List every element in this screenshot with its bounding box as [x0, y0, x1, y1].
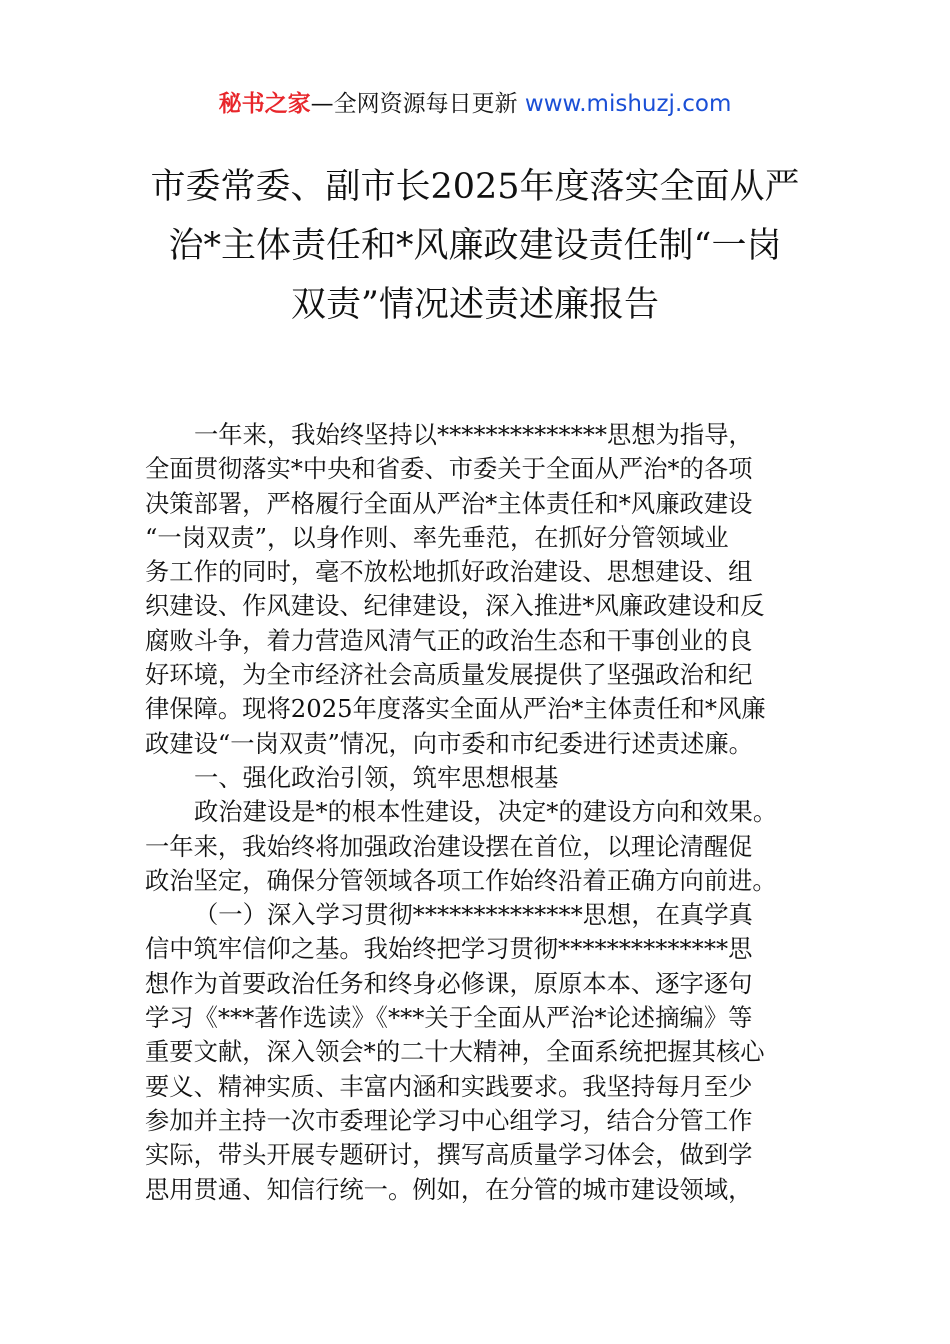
body-line: 要义、精神实质、丰富内涵和实践要求。我坚持每月至少 — [145, 1071, 753, 1101]
title-line: 治*主体责任和*风廉政建设责任制“一岗 — [168, 226, 782, 266]
body-line: 思用贯通、知信行统一。例如，在分管的城市建设领域， — [145, 1174, 753, 1204]
report-title — [145, 158, 805, 335]
body-line: 全面贯彻落实*中央和省委、市委关于全面从严治*的各项 — [145, 454, 753, 484]
body-line: 政建设“一岗双责”情况，向市委和市纪委进行述责述廉。 — [145, 728, 753, 758]
body-line: 织建设、作风建设、纪律建设，深入推进*风廉政建设和反 — [145, 591, 765, 621]
body-line: 想作为首要政治任务和终身必修课，原原本本、逐字逐句 — [145, 968, 753, 998]
body-line: 信中筑牢信仰之基。我始终把学习贯彻**************思 — [145, 934, 753, 964]
body-line: 律保障。现将2025年度落实全面从严治*主体责任和*风廉 — [145, 694, 766, 724]
site-brand: 秘书之家 — [218, 91, 311, 117]
body-line: 政治建设是*的根本性建设，决定*的建设方向和效果。 — [194, 797, 778, 827]
body-line: （一）深入学习贯彻**************思想，在真学真 — [194, 900, 753, 930]
title-line: 双责”情况述责述廉报告 — [291, 285, 659, 325]
body-line: 好环境，为全市经济社会高质量发展提供了坚强政治和纪 — [145, 660, 753, 690]
title-line: 市委常委、副市长2025年度落实全面从严 — [150, 167, 800, 207]
body-line: 参加并主持一次市委理论学习中心组学习，结合分管工作 — [145, 1105, 753, 1135]
body-line: 学习《***著作选读》《***关于全面从严治*论述摘编》等 — [145, 1003, 753, 1033]
site-header — [0, 86, 950, 122]
body-line: 一年来，我始终将加强政治建设摆在首位，以理论清醒促 — [145, 831, 753, 861]
body-line: 务工作的同时，毫不放松地抓好政治建设、思想建设、组 — [145, 557, 753, 587]
body-line: 决策部署，严格履行全面从严治*主体责任和*风廉政建设 — [145, 488, 753, 518]
body-line: 腐败斗争，着力营造风清气正的政治生态和干事创业的良 — [145, 625, 753, 655]
site-url[interactable]: www.mishuzj.com — [524, 91, 732, 117]
report-body — [145, 418, 825, 1207]
body-line: 实际，带头开展专题研讨，撰写高质量学习体会，做到学 — [145, 1140, 753, 1170]
body-line: 一年来，我始终坚持以**************思想为指导， — [194, 420, 753, 449]
body-line: 一、强化政治引领，筑牢思想根基 — [194, 762, 559, 792]
site-tagline: —全网资源每日更新 — [310, 91, 525, 117]
body-line: 政治坚定，确保分管领域各项工作始终沿着正确方向前进。 — [145, 865, 777, 895]
body-line: “一岗双责”，以身作则、率先垂范，在抓好分管领域业 — [145, 522, 729, 552]
body-line: 重要文献，深入领会*的二十大精神，全面系统把握其核心 — [145, 1037, 765, 1067]
